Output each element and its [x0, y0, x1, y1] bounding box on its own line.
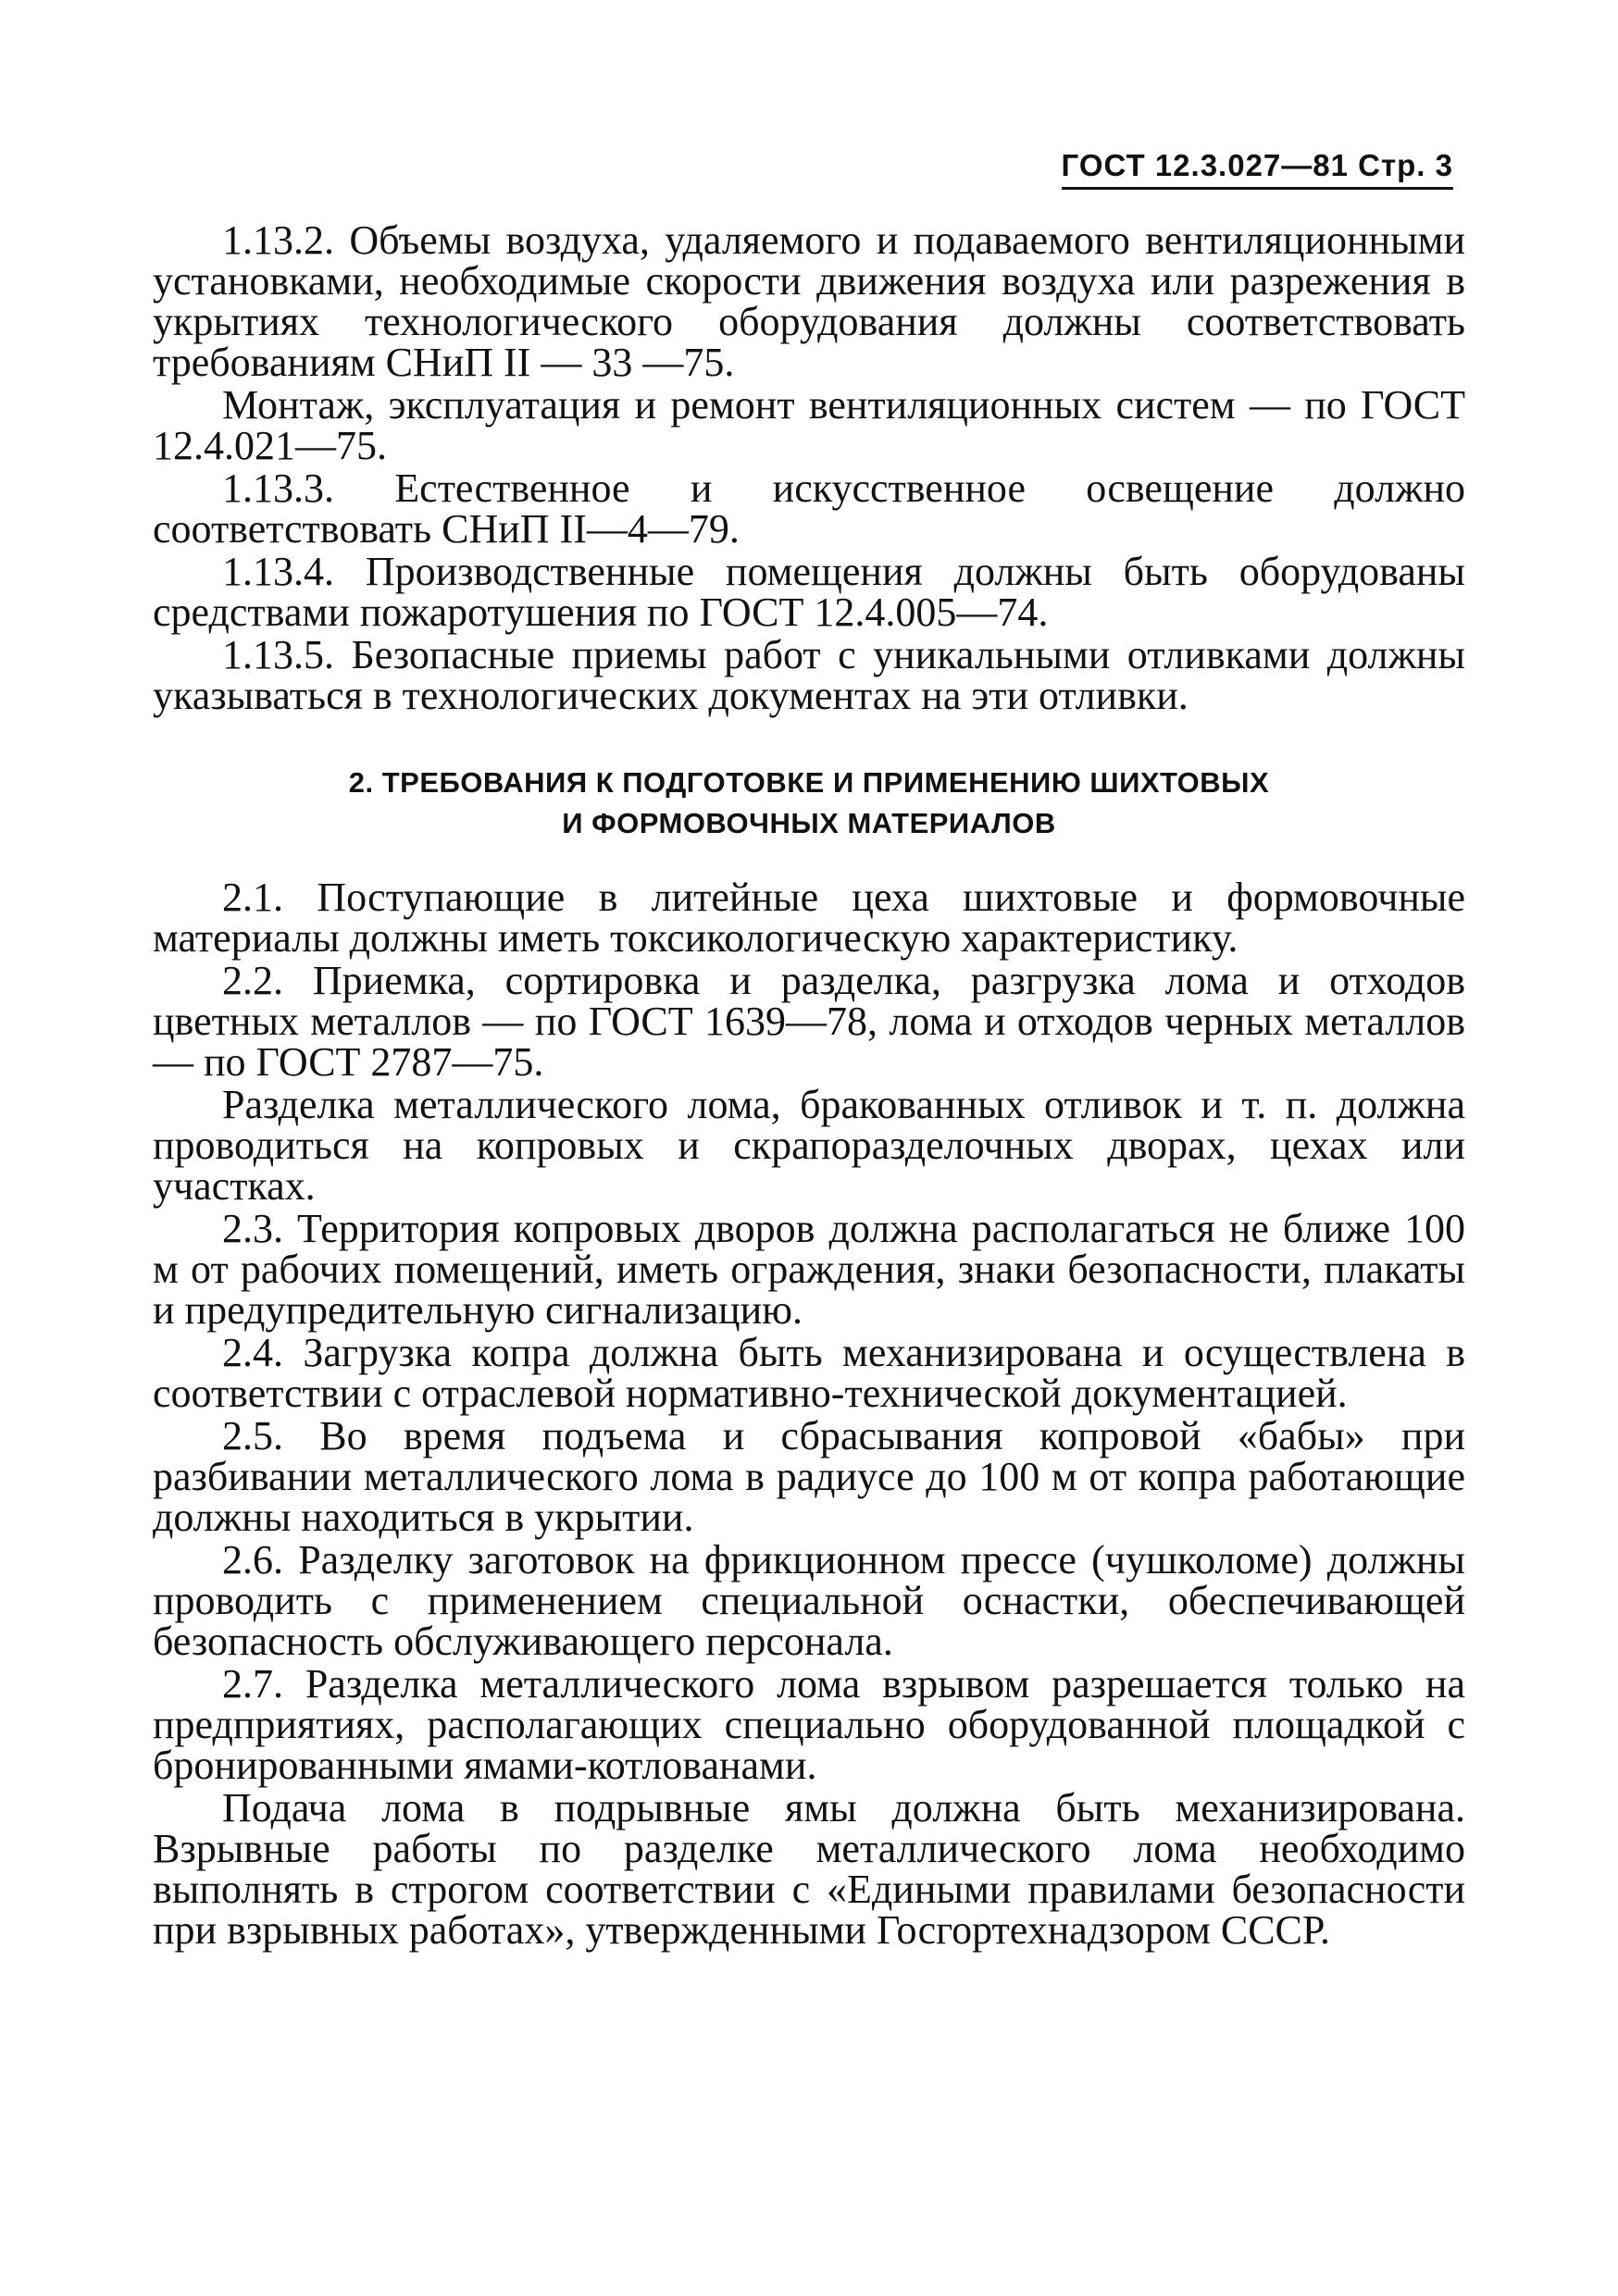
paragraph-1-13-4: 1.13.4. Производственные помещения должны быть оборудованы средствами пожаротушения по ГОСТ 12.4.005—74. — [153, 549, 1465, 635]
section-heading-line-1: 2. ТРЕБОВАНИЯ К ПОДГОТОВКЕ И ПРИМЕНЕНИЮ ШИХТОВЫХ — [348, 766, 1270, 799]
paragraph-2-4: 2.4. Загрузка копра должна быть механизирована и осуществлена в соответствии с отраслевой нормативно-технической документацией. — [153, 1330, 1465, 1416]
paragraph-2-6: 2.6. Разделку заготовок на фрикционном прессе (чушколоме) должны проводить с применением специальной оснастки, обеспечивающей безопасность обслуживающего персонала. — [153, 1537, 1465, 1664]
paragraph-2-2: 2.2. Приемка, сортировка и разделка, разгрузка лома и отходов цветных металлов — по ГОСТ 1639—78, лома и отходов черных металлов — по ГОСТ 2787—75. — [153, 958, 1465, 1085]
paragraph-1-13-5: 1.13.5. Безопасные приемы работ с уникальными отливками должны указываться в технологических документах на эти отливки. — [153, 632, 1465, 718]
paragraph-ventilation-mounting: Монтаж, эксплуатация и ремонт вентиляционных систем — по ГОСТ 12.4.021—75. — [153, 382, 1465, 468]
paragraph-1-13-3: 1.13.3. Естественное и искусственное освещение должно соответствовать СНиП II—4—79. — [153, 465, 1465, 552]
paragraph-1-13-2: 1.13.2. Объемы воздуха, удаляемого и подаваемого вентиляционными установками, необходимые скорости движения воздуха или разрежения в укрытиях технологического оборудования должны соответствовать требованиям СНиП II — 33 —75. — [153, 217, 1465, 385]
paragraph-2-5: 2.5. Во время подъема и сбрасывания копровой «бабы» при разбивании металлического лома в радиусе до 100 м от копра работающие должны находиться в укрытии. — [153, 1413, 1465, 1540]
paragraph-scrap-cutting: Разделка металлического лома, бракованных отливок и т. п. должна проводиться на копровых и скрапоразделочных дворах, цехах или участках. — [153, 1082, 1465, 1209]
paragraph-2-1: 2.1. Поступающие в литейные цеха шихтовые и формовочные материалы должны иметь токсикологическую характеристику. — [153, 875, 1465, 961]
section-heading-line-2: И ФОРМОВОЧНЫХ МАТЕРИАЛОВ — [562, 807, 1056, 839]
paragraph-2-7: 2.7. Разделка металлического лома взрывом разрешается только на предприятиях, располагающих специально оборудованной площадкой с бронированными ямами-котлованами. — [153, 1661, 1465, 1788]
page-header: ГОСТ 12.3.027—81 Стр. 3 — [1062, 148, 1453, 190]
paragraph-2-3: 2.3. Территория копровых дворов должна располагаться не ближе 100 м от рабочих помещений, иметь ограждения, знаки безопасности, плакаты и предупредительную сигнализацию. — [153, 1206, 1465, 1333]
paragraph-blasting: Подача лома в подрывные ямы должна быть механизирована. Взрывные работы по разделке металлического лома необходимо выполнять в строгом соответствии с «Едиными правилами безопасности при взрывных работах», утвержденными Госгортехнадзором СССР. — [153, 1785, 1465, 1953]
section-heading — [153, 763, 1465, 844]
document-body — [153, 217, 1465, 1953]
